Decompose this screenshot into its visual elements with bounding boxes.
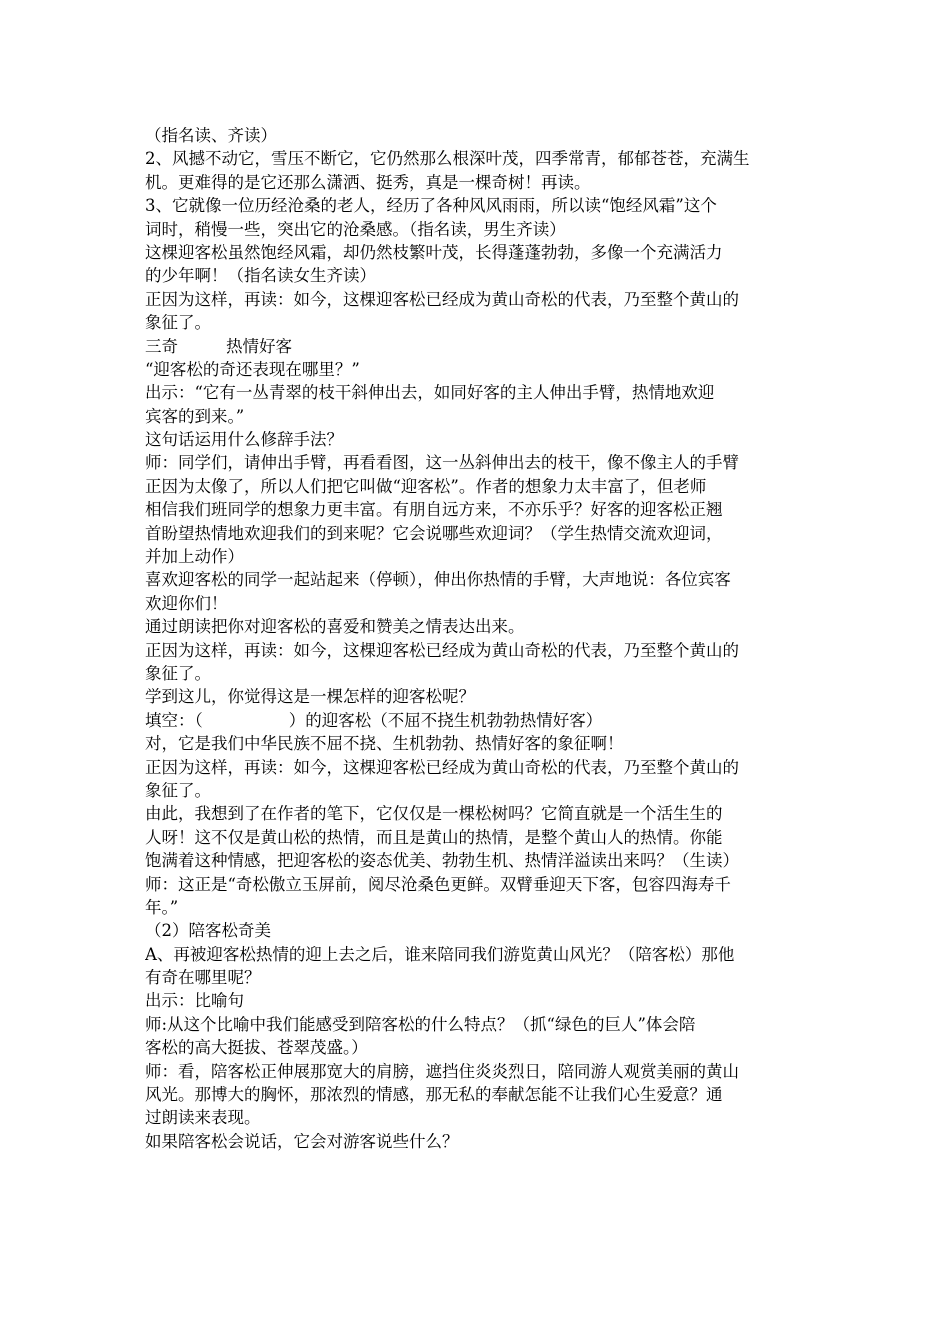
text-line: 出示：比喻句 xyxy=(145,991,244,1011)
text-line: 的少年啊！（指名读女生齐读） xyxy=(145,266,376,286)
text-line: 欢迎你们！ xyxy=(145,593,228,613)
section-heading-name: 热情好客 xyxy=(226,336,292,356)
document-body xyxy=(145,124,815,1153)
section-heading-number: 三奇 xyxy=(145,336,178,356)
text-line: （2）陪客松奇美 xyxy=(145,921,271,941)
text-line: 机。更难得的是它还那么潇洒、挺秀，真是一棵奇树！再读。 xyxy=(145,172,591,192)
text-line: 宾客的到来。” xyxy=(145,406,245,426)
text-line: 学到这儿，你觉得这是一棵怎样的迎客松呢？ xyxy=(145,687,475,707)
fill-blank-prefix: 填空：（ xyxy=(145,710,203,730)
text-line: 这句话运用什么修辞手法？ xyxy=(145,430,343,450)
text-line: 人呀！这不仅是黄山松的热情，而且是黄山的热情，是整个黄山人的热情。你能 xyxy=(145,827,723,847)
text-line: 师:从这个比喻中我们能感受到陪客松的什么特点？（抓“绿色的巨人”体会陪 xyxy=(145,1014,696,1034)
text-line: 正因为这样，再读：如今，这棵迎客松已经成为黄山奇松的代表，乃至整个黄山的 xyxy=(145,640,739,660)
text-line: 并加上动作） xyxy=(145,547,244,567)
text-line: 年。” xyxy=(145,897,179,917)
text-line: 过朗读来表现。 xyxy=(145,1108,261,1128)
text-line: 正因为这样，再读：如今，这棵迎客松已经成为黄山奇松的代表，乃至整个黄山的 xyxy=(145,757,739,777)
text-line: 喜欢迎客松的同学一起站起来（停顿），伸出你热情的手臂，大声地说：各位宾客 xyxy=(145,570,731,590)
text-line: 客松的高大挺拔、苍翠茂盛。） xyxy=(145,1038,368,1058)
fill-blank-line xyxy=(145,709,815,732)
text-line: 饱满着这种情感，把迎客松的姿态优美、勃勃生机、热情洋溢读出来吗？（生读） xyxy=(145,851,739,871)
text-line: 象征了。 xyxy=(145,780,211,800)
text-line: 通过朗读把你对迎客松的喜爱和赞美之情表达出来。 xyxy=(145,617,525,637)
text-line: 这棵迎客松虽然饱经风霜，却仍然枝繁叶茂，长得蓬蓬勃勃，多像一个充满活力 xyxy=(145,242,723,262)
text-line: 对，它是我们中华民族不屈不挠、生机勃勃、热情好客的象征啊！ xyxy=(145,734,624,754)
text-line: 3、它就像一位历经沧桑的老人，经历了各种风风雨雨，所以读“饱经风霜”这个 xyxy=(145,196,717,216)
text-line: 正因为这样，再读：如今，这棵迎客松已经成为黄山奇松的代表，乃至整个黄山的 xyxy=(145,289,739,309)
text-line: 词时，稍慢一些，突出它的沧桑感。（指名读，男生齐读） xyxy=(145,219,566,239)
text-line: A、再被迎客松热情的迎上去之后，谁来陪同我们游览黄山风光？（陪客松）那他 xyxy=(145,944,735,964)
fill-blank-suffix: ）的迎客松（不屈不挠生机勃勃热情好客） xyxy=(288,710,603,730)
text-line: 师：看，陪客松正伸展那宽大的肩膀，遮挡住炎炎烈日，陪同游人观赏美丽的黄山 xyxy=(145,1061,739,1081)
text-line: 风光。那博大的胸怀，那浓烈的情感，那无私的奉献怎能不让我们心生爱意？通 xyxy=(145,1085,723,1105)
text-line: 由此，我想到了在作者的笔下，它仅仅是一棵松树吗？它简直就是一个活生生的 xyxy=(145,804,723,824)
text-line: 2、风撼不动它，雪压不断它，它仍然那么根深叶茂，四季常青，郁郁苍苍，充满生 xyxy=(145,149,750,169)
text-line: 如果陪客松会说话，它会对游客说些什么？ xyxy=(145,1131,459,1151)
text-line: 相信我们班同学的想象力更丰富。有朋自远方来，不亦乐乎？好客的迎客松正翘 xyxy=(145,500,723,520)
text-line: 首盼望热情地欢迎我们的到来呢？它会说哪些欢迎词？（学生热情交流欢迎词， xyxy=(145,523,723,543)
text-line: “迎客松的奇还表现在哪里？” xyxy=(145,359,360,379)
text-line: 有奇在哪里呢？ xyxy=(145,968,261,988)
text-line: （指名读、齐读） xyxy=(145,126,277,145)
section-heading xyxy=(145,335,815,358)
text-line: 象征了。 xyxy=(145,663,211,683)
text-line: 出示：“它有一丛青翠的枝干斜伸出去，如同好客的主人伸出手臂，热情地欢迎 xyxy=(145,383,715,403)
text-line: 师：同学们，请伸出手臂，再看看图，这一丛斜伸出去的枝干，像不像主人的手臂 xyxy=(145,453,739,473)
text-line: 正因为太像了，所以人们把它叫做“迎客松”。作者的想象力太丰富了，但老师 xyxy=(145,476,707,496)
text-line: 师：这正是“奇松傲立玉屏前，阅尽沧桑色更鲜。双臂垂迎天下客，包容四海寿千 xyxy=(145,874,731,894)
text-line: 象征了。 xyxy=(145,313,211,333)
